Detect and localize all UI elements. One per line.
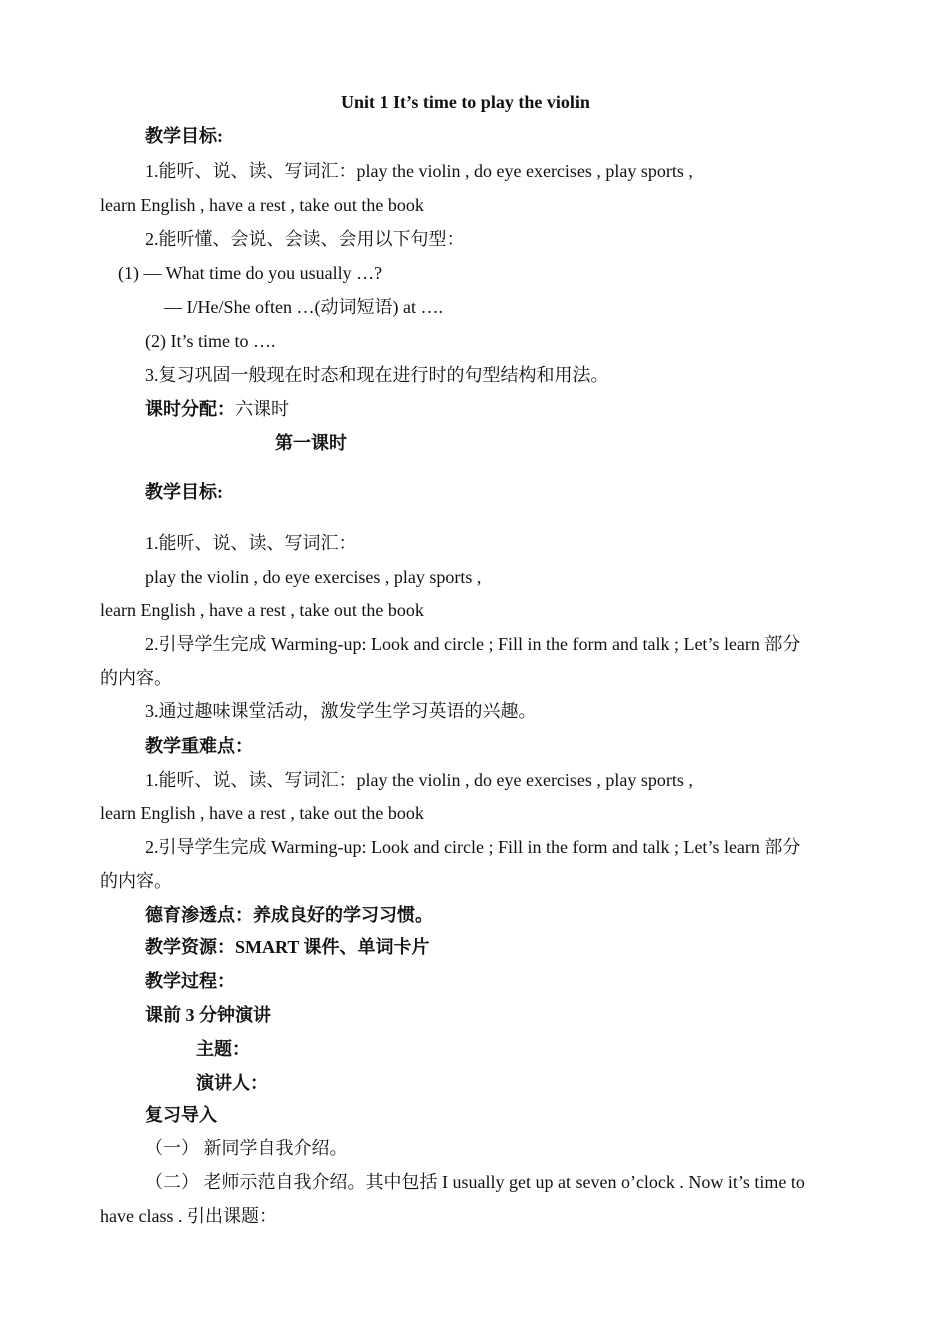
lesson-1-goals-heading: 教学目标: bbox=[145, 482, 223, 502]
allocation-value: 六课时 bbox=[235, 399, 289, 419]
speech-speaker: 演讲人： bbox=[196, 1073, 268, 1093]
key-point-1-line-2: learn English , have a rest , take out the book bbox=[100, 803, 424, 823]
step-1: （一） 新同学自我介绍。 bbox=[145, 1138, 348, 1158]
allocation-label: 课时分配： bbox=[145, 399, 235, 419]
lesson-1-goal-1-line-2: play the violin , do eye exercises , play sports , bbox=[145, 567, 482, 587]
teaching-process-heading: 教学过程： bbox=[145, 971, 235, 991]
moral-education: 德育渗透点：养成良好的学习习惯。 bbox=[145, 905, 433, 925]
review-heading: 复习导入 bbox=[145, 1105, 217, 1125]
lesson-1-goal-1-line-1: 1.能听、说、读、写词汇： bbox=[145, 533, 357, 553]
goal-3: 3.复习巩固一般现在时态和现在进行时的句型结构和用法。 bbox=[145, 365, 609, 385]
key-points-heading: 教学重难点： bbox=[145, 736, 253, 756]
step-2-line-2: have class . 引出课题： bbox=[100, 1206, 277, 1226]
goal-2: 2.能听懂、会说、会读、会用以下句型： bbox=[145, 229, 465, 249]
lesson-1-goal-1-line-3: learn English , have a rest , take out the book bbox=[100, 600, 424, 620]
teaching-resources: 教学资源：SMART 课件、单词卡片 bbox=[145, 937, 430, 957]
step-2-line-1: （二） 老师示范自我介绍。其中包括 I usually get up at seven o’clock . Now it’s time to bbox=[145, 1172, 805, 1192]
lesson-1-heading: 第一课时 bbox=[275, 433, 347, 453]
allocation bbox=[145, 397, 289, 421]
pre-class-speech: 课前 3 分钟演讲 bbox=[145, 1005, 271, 1025]
document-title: Unit 1 It’s time to play the violin bbox=[341, 92, 590, 112]
pattern-1-answer: — I/He/She often …(动词短语) at …. bbox=[164, 297, 443, 317]
lesson-1-goal-3: 3.通过趣味课堂活动，激发学生学习英语的兴趣。 bbox=[145, 701, 537, 721]
goals-heading: 教学目标: bbox=[145, 126, 223, 146]
key-point-2-line-2: 的内容。 bbox=[100, 871, 172, 891]
speech-topic: 主题： bbox=[196, 1039, 250, 1059]
pattern-1-question: (1) — What time do you usually …? bbox=[118, 263, 383, 283]
lesson-1-goal-2-line-2: 的内容。 bbox=[100, 668, 172, 688]
goal-1-line-2: learn English , have a rest , take out the book bbox=[100, 195, 424, 215]
key-point-1-line-1: 1.能听、说、读、写词汇：play the violin , do eye exercises , play sports , bbox=[145, 770, 693, 790]
pattern-2: (2) It’s time to …. bbox=[145, 331, 276, 351]
goal-1-line-1: 1.能听、说、读、写词汇：play the violin , do eye exercises , play sports , bbox=[145, 161, 693, 181]
lesson-1-goal-2-line-1: 2.引导学生完成 Warming-up: Look and circle ; Fill in the form and talk ; Let’s learn 部分 bbox=[145, 634, 801, 654]
key-point-2-line-1: 2.引导学生完成 Warming-up: Look and circle ; Fill in the form and talk ; Let’s learn 部分 bbox=[145, 837, 801, 857]
